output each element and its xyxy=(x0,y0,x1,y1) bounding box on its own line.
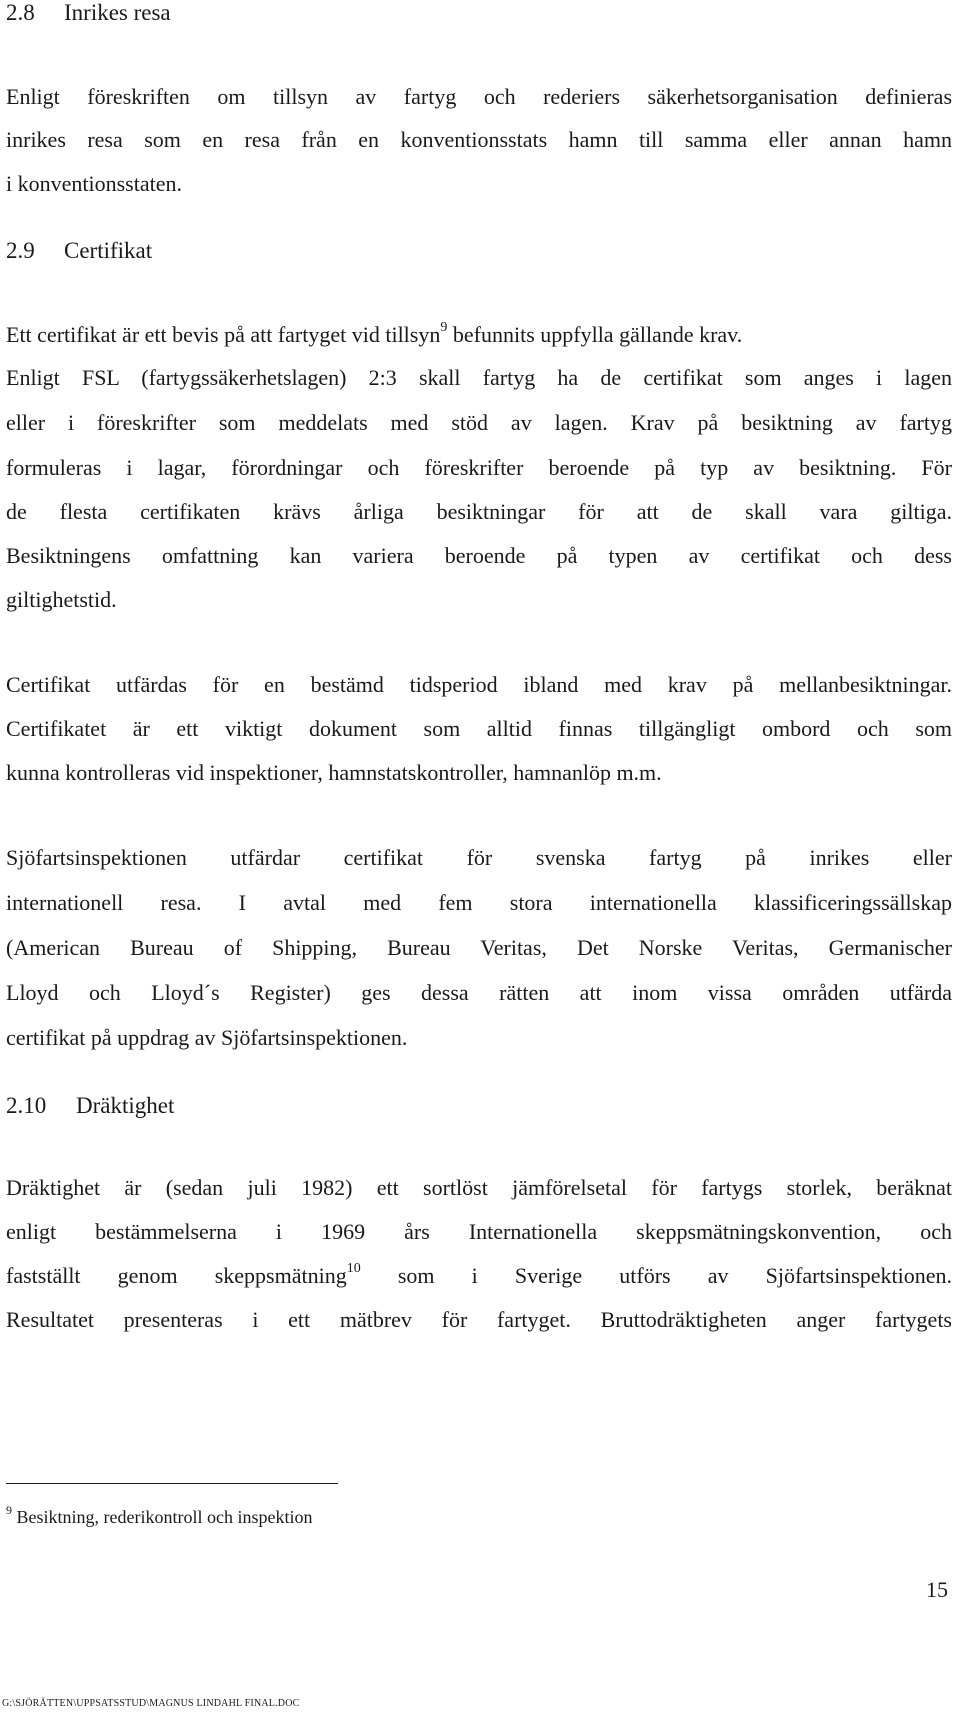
text-run: Ett certifikat är ett bevis på att fartyget vid tillsyn xyxy=(6,322,441,347)
file-path-footer: G:\SJÖRÄTTEN\UPPSATSSTUD\MAGNUS LINDAHL FINAL.DOC xyxy=(2,1698,300,1709)
section-number: 2.10 xyxy=(6,1093,47,1118)
paragraph-line: giltighetstid. xyxy=(6,587,117,612)
paragraph-line: kunna kontrolleras vid inspektioner, hamnstatskontroller, hamnanlöp m.m. xyxy=(6,760,662,785)
footnote-reference: 10 xyxy=(346,1260,361,1276)
page-number: 15 xyxy=(926,1577,948,1602)
paragraph-line: internationell resa. I avtal med fem stora internationella klassificeringssällskap xyxy=(6,890,952,915)
section-title: Certifikat xyxy=(64,238,153,263)
paragraph-line: (American Bureau of Shipping, Bureau Veritas, Det Norske Veritas, Germanischer xyxy=(6,935,952,960)
paragraph-line: certifikat på uppdrag av Sjöfartsinspektionen. xyxy=(6,1025,408,1050)
paragraph-line: enligt bestämmelserna i 1969 års Internationella skeppsmätningskonvention, och xyxy=(6,1219,952,1244)
text-run: befunnits uppfylla gällande krav. xyxy=(447,322,743,347)
paragraph-line xyxy=(6,1260,953,1289)
text-run: fastställt genom skeppsmätning xyxy=(6,1263,347,1288)
paragraph-line: eller i föreskrifter som meddelats med stöd av lagen. Krav på besiktning av fartyg xyxy=(6,410,952,435)
paragraph-line: Sjöfartsinspektionen utfärdar certifikat för svenska fartyg på inrikes eller xyxy=(6,845,952,870)
footnote-number: 9 xyxy=(6,1503,12,1517)
paragraph-line: Enligt FSL (fartygssäkerhetslagen) 2:3 skall fartyg ha de certifikat som anges i lagen xyxy=(6,365,952,390)
paragraph-line: Enligt föreskriften om tillsyn av fartyg och rederiers säkerhetsorganisation definieras xyxy=(6,84,952,109)
paragraph-line: formuleras i lagar, förordningar och föreskrifter beroende på typ av besiktning. För xyxy=(6,455,952,480)
paragraph-line: Certifikat utfärdas för en bestämd tidsperiod ibland med krav på mellanbesiktningar. xyxy=(6,672,952,697)
paragraph-line: Besiktningens omfattning kan variera beroende på typen av certifikat och dess xyxy=(6,543,952,568)
footnote-separator xyxy=(6,1483,338,1484)
section-heading-2-8 xyxy=(6,0,171,26)
section-number: 2.8 xyxy=(6,0,35,25)
footnote xyxy=(6,1503,313,1528)
paragraph-line: de flesta certifikaten krävs årliga besiktningar för att de skall vara giltiga. xyxy=(6,499,952,524)
paragraph-line: Dräktighet är (sedan juli 1982) ett sortlöst jämförelsetal för fartygs storlek, beräknat xyxy=(6,1175,952,1200)
section-number: 2.9 xyxy=(6,238,35,263)
section-heading-2-10 xyxy=(6,1093,174,1119)
section-title: Inrikes resa xyxy=(64,0,171,25)
footnote-text: Besiktning, rederikontroll och inspektion xyxy=(12,1507,313,1527)
paragraph-line: i konventionsstaten. xyxy=(6,171,182,196)
paragraph-line: inrikes resa som en resa från en konventionsstats hamn till samma eller annan hamn xyxy=(6,127,952,152)
paragraph-line: Certifikatet är ett viktigt dokument som alltid finnas tillgängligt ombord och som xyxy=(6,716,952,741)
footnote-reference: 9 xyxy=(440,319,448,335)
paragraph-line: Resultatet presenteras i ett mätbrev för fartyget. Bruttodräktigheten anger fartygets xyxy=(6,1307,952,1332)
section-heading-2-9 xyxy=(6,238,152,264)
paragraph-line xyxy=(6,319,952,348)
section-title: Dräktighet xyxy=(76,1093,175,1118)
text-run: som i Sverige utförs av Sjöfartsinspektionen. xyxy=(360,1263,953,1288)
paragraph-line: Lloyd och Lloyd´s Register) ges dessa rätten att inom vissa områden utfärda xyxy=(6,980,952,1005)
